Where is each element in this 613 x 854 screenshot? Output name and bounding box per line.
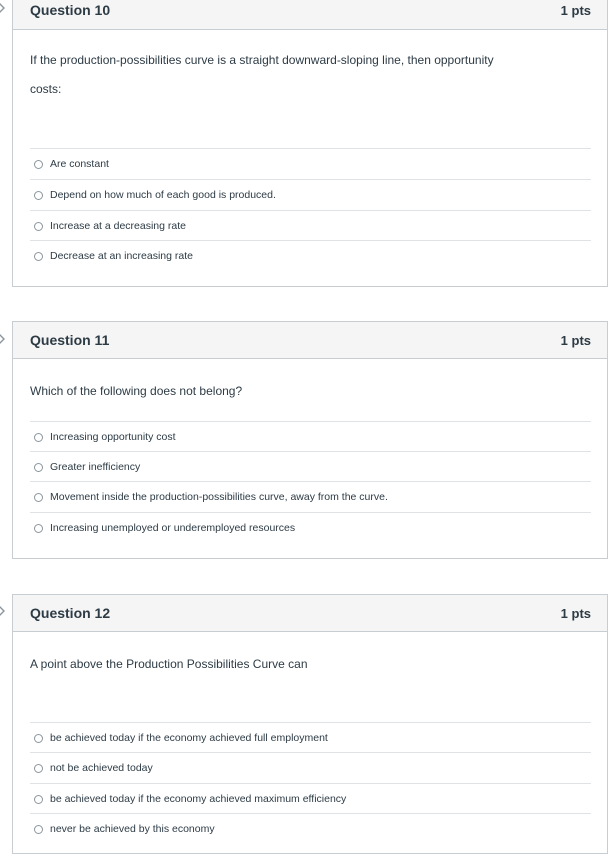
question-card <box>12 0 608 287</box>
answer-label: be achieved today if the economy achieved maximum efficiency <box>50 793 347 805</box>
answer-option[interactable] <box>30 421 591 452</box>
question-text-line: Which of the following does not belong? <box>30 384 243 398</box>
answer-label: Increasing unemployed or underemployed resources <box>50 522 296 534</box>
answer-label: Movement inside the production-possibilities curve, away from the curve. <box>50 491 388 503</box>
radio-button[interactable] <box>34 764 43 773</box>
question-text-line: If the production-possibilities curve is a straight downward-sloping line, then opportunity <box>30 53 494 67</box>
radio-button[interactable] <box>34 433 43 442</box>
answer-option[interactable] <box>30 148 591 179</box>
chevron-right-icon <box>0 1 6 15</box>
answer-option[interactable] <box>30 752 591 783</box>
answer-label: be achieved today if the economy achieved full employment <box>50 732 328 744</box>
question-header <box>13 322 607 359</box>
radio-button[interactable] <box>34 463 43 472</box>
radio-button[interactable] <box>34 191 43 200</box>
answer-option[interactable] <box>30 240 591 271</box>
question-header <box>13 0 607 30</box>
radio-button[interactable] <box>34 524 43 533</box>
answer-label: Increase at a decreasing rate <box>50 220 186 232</box>
answer-option[interactable] <box>30 481 591 512</box>
answer-label: Are constant <box>50 158 109 170</box>
answer-option[interactable] <box>30 813 591 844</box>
question-points: 1 pts <box>560 2 591 18</box>
question-points: 1 pts <box>560 332 591 348</box>
radio-button[interactable] <box>34 734 43 743</box>
chevron-right-icon <box>0 332 6 346</box>
question-title: Question 10 <box>30 2 111 18</box>
answer-option[interactable] <box>30 179 591 210</box>
question-title: Question 12 <box>30 605 111 621</box>
question-text <box>13 377 259 406</box>
answer-option[interactable] <box>30 722 591 753</box>
chevron-right-icon <box>0 604 6 618</box>
answer-label: Depend on how much of each good is produced. <box>50 189 276 201</box>
question-text-line: A point above the Production Possibilities Curve can <box>30 657 308 671</box>
question-text-line: costs: <box>30 82 62 96</box>
radio-button[interactable] <box>34 252 43 261</box>
answer-label: not be achieved today <box>50 762 153 774</box>
answer-option[interactable] <box>30 783 591 814</box>
radio-button[interactable] <box>34 825 43 834</box>
question-title: Question 11 <box>30 332 110 348</box>
radio-button[interactable] <box>34 493 43 502</box>
question-card <box>12 321 608 559</box>
answer-label: never be achieved by this economy <box>50 823 215 835</box>
question-points: 1 pts <box>560 605 591 621</box>
answer-label: Greater inefficiency <box>50 461 141 473</box>
answer-option[interactable] <box>30 210 591 241</box>
question-text <box>13 46 511 104</box>
radio-button[interactable] <box>34 160 43 169</box>
answer-option[interactable] <box>30 451 591 482</box>
question-header <box>13 595 607 632</box>
question-text <box>13 650 325 679</box>
answer-option[interactable] <box>30 512 591 543</box>
radio-button[interactable] <box>34 222 43 231</box>
radio-button[interactable] <box>34 795 43 804</box>
question-card <box>12 594 608 854</box>
answer-label: Decrease at an increasing rate <box>50 250 193 262</box>
answer-label: Increasing opportunity cost <box>50 431 176 443</box>
